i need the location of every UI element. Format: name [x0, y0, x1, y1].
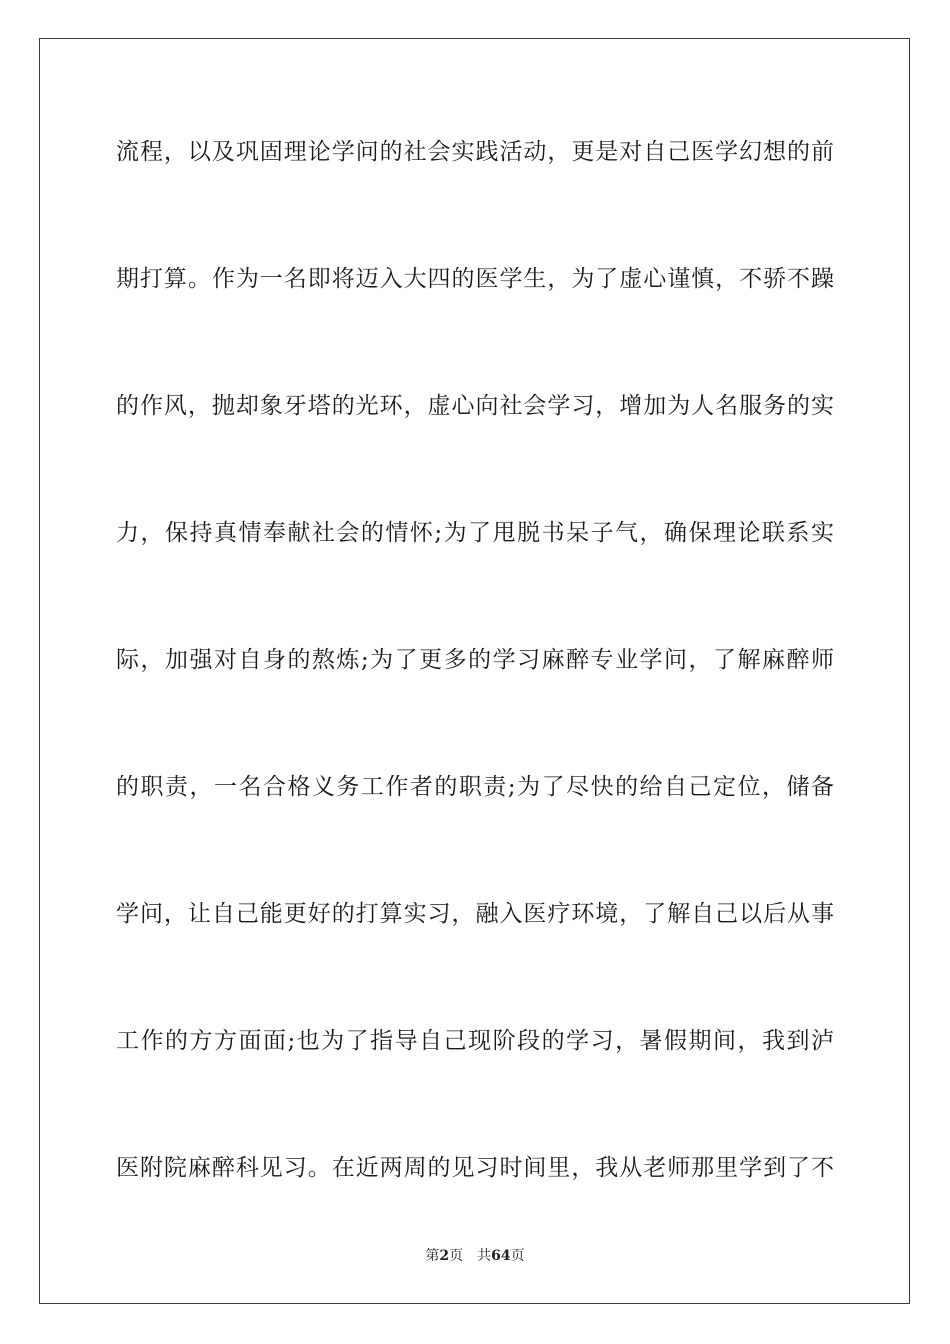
page-prefix: 第 [425, 1248, 440, 1264]
text-line: 工作的方方面面;也为了指导自己现阶段的学习，暑假期间，我到泸 [116, 1028, 834, 1054]
text-line: 的职责，一名合格义务工作者的职责;为了尽快的给自己定位，储备 [116, 774, 834, 800]
text-line: 的作风，抛却象牙塔的光环，虚心向社会学习，增加为人名服务的实 [116, 393, 834, 419]
document-body [116, 126, 834, 1269]
total-prefix: 共 [477, 1248, 492, 1264]
text-line: 期打算。作为一名即将迈入大四的医学生，为了虚心谨慎，不骄不躁 [116, 266, 834, 292]
page-suffix: 页 [449, 1248, 464, 1264]
text-line: 学问，让自己能更好的打算实习，融入医疗环境，了解自己以后从事 [116, 901, 834, 927]
page-current: 2 [439, 1248, 450, 1264]
text-line: 流程，以及巩固理论学问的社会实践活动，更是对自己医学幻想的前 [116, 139, 834, 165]
text-line: 际，加强对自身的熬炼;为了更多的学习麻醉专业学问，了解麻醉师 [116, 647, 834, 673]
text-line: 医附院麻醉科见习。在近两周的见习时间里，我从老师那里学到了不 [116, 1155, 834, 1181]
page-footer [0, 1246, 950, 1266]
page-total: 64 [491, 1248, 511, 1264]
text-line: 力，保持真情奉献社会的情怀;为了甩脱书呆子气，确保理论联系实 [116, 520, 834, 546]
total-suffix: 页 [510, 1248, 525, 1264]
